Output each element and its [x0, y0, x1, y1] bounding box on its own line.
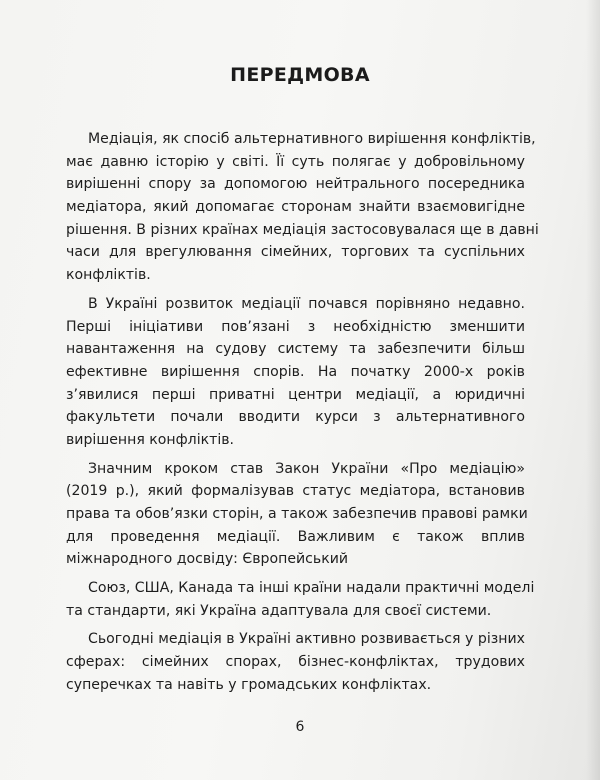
page-title: ПЕРЕДМОВА: [230, 64, 370, 86]
paragraph-line: для проведення медіації. Важливим є також вплив: [66, 528, 525, 545]
paragraph-line: факультети почали вводити курси з альтернативного: [66, 409, 525, 426]
paragraph-line: Перші ініціативи пов’язані з необхідністю зменшити: [66, 318, 525, 335]
paragraph-line: та стандарти, які Україна адаптувала для своєї системи.: [66, 602, 492, 619]
page-edge-shadow: [586, 0, 600, 780]
paragraph-line: ефективне вирішення спорів. На початку 2000-х років: [66, 363, 525, 380]
paragraph-line: міжнародного досвіду: Європейський: [66, 551, 349, 568]
paragraph-line: Союз, США, Канада та інші країни надали практичні моделі: [88, 580, 535, 597]
paragraph-line: медіатора, який допомагає сторонам знайти взаємовигідне: [66, 199, 525, 216]
paragraph-3: [66, 458, 528, 571]
page-number: 6: [295, 719, 305, 735]
paragraph-line: Значним кроком став Закон України «Про медіацію»: [88, 460, 525, 477]
paragraph-2: [66, 293, 525, 452]
paragraph-line: має давню історію у світі. Її суть полягає у добровільному: [66, 153, 525, 170]
paragraph-line: вирішення конфліктів.: [66, 431, 235, 448]
paragraph-line: Сьогодні медіація в Україні активно розвивається у різних: [88, 631, 525, 648]
paragraph-line: навантаження на судову систему та забезпечити більш: [66, 341, 525, 358]
paragraph-line: рішення. В різних країнах медіація застосовувалася ще в давні: [66, 221, 539, 238]
paragraph-line: (2019 р.), який формалізував статус медіатора, встановив: [66, 483, 525, 500]
paragraph-4: [66, 577, 535, 622]
paragraph-line: вирішенні спору за допомогою нейтрального посередника: [66, 176, 525, 193]
paragraph-line: конфліктів.: [66, 267, 151, 284]
paragraph-5: [66, 628, 525, 696]
paragraph-line: сферах: сімейних спорах, бізнес-конфліктах, трудових: [66, 654, 525, 671]
paragraph-line: суперечках та навіть у громадських конфліктах.: [66, 676, 432, 693]
paragraph-line: часи для врегулювання сімейних, торгових та суспільних: [66, 244, 525, 261]
paragraph-line: з’явилися перші приватні центри медіації, а юридичні: [66, 386, 525, 403]
paragraph-line: права та обов’язки сторін, а також забезпечив правові рамки: [66, 506, 528, 522]
paragraph-line: В Україні розвиток медіації почався порівняно недавно.: [88, 295, 525, 312]
paragraph-line: Медіація, як спосіб альтернативного вирішення конфліктів,: [88, 131, 536, 147]
paragraph-1: [66, 128, 539, 287]
body-text: [66, 128, 539, 697]
